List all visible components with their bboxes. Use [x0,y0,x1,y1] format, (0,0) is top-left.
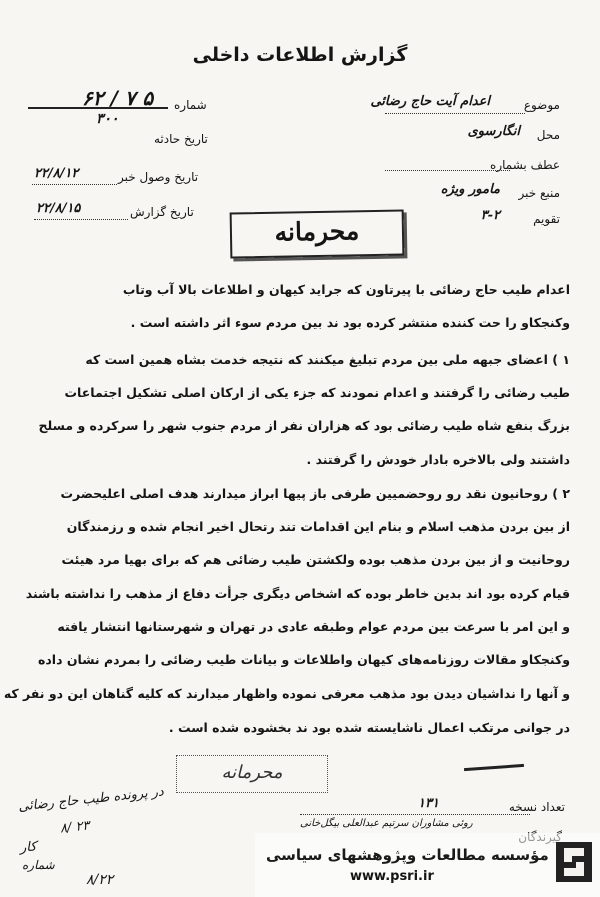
number-label: شماره [174,98,207,112]
body-line: ۱ ) اعضای جبهه ملی بین مردم تبلیغ میکنند که نتیجه خدمت بشاه همین است که [85,352,570,367]
signature-mark [464,764,524,771]
handwritten-number: ۸/۲۲ [86,872,114,888]
body-line: روحانیت و از بین بردن مذهب بوده ولکشتن طیب رضائی هم که برای بهیا مرد هیئت [61,552,570,567]
confidential-stamp [230,209,405,258]
signature-stamp [176,755,328,793]
location-value: انگارسوی [467,124,520,139]
copies-label: تعداد نسخه [508,800,565,814]
handwritten-note: در پرونده طیب حاج رضائی [17,784,165,815]
incident-date-label: تاریخ حادثه [154,132,208,146]
body-line: طیب رضائی را گرفتند و اعدام نمودند که جزء یکی از ارکان اصلی تشکیل اجتماعات [64,385,570,400]
news-received-label: تاریخ وصول خبر [118,170,199,184]
body-line: اعدام طیب حاج رضائی با پیرتاون که جراید کیهان و اطلاعات بالا آب وتاب [122,282,570,297]
report-date-label: تاریخ گزارش [130,205,194,219]
report-title: گزارش اطلاعات داخلی [192,44,408,66]
body-line: و آنها را نداشیان دیدن بود مذهب معرفی نموده واظهار میدارند که کلیه گناهان این دو نفر که [3,686,570,701]
report-date-value: ۲۲/۸/۱۵ [36,201,81,216]
signature-stamp-text: محرمانه [221,762,283,783]
number-value: ۶۲ / ۷ ۵ [82,86,154,110]
confidential-stamp-text: محرمانه [274,216,360,247]
handwritten-label: شماره [22,858,55,872]
handwritten-date: ۸/ ۲۳ [59,818,91,837]
subject-label: موضوع [523,98,560,112]
body-line: داشتند ولی بالاخره بادار خودش را گرفتند . [306,452,570,467]
body-line: ۲ ) روحانیون نقد رو روحضمیین طرفی باز پیها ابراز میدارند هدف اصلی اعلیحضرت [60,486,570,501]
recipients-note: روئی مشاوران سرتیم عبدالعلی بیگل‌خانی [300,818,473,829]
body-line: در جوانی مرتکب اعمال ناشایسته شده بود ند بخشوده شده است . [168,720,570,735]
subject-value: اعدام آیت حاج رضائی [370,94,490,109]
body-line: قیام کرده بود اند بدین خاطر بوده که اشخاص دیگری جرأت دفاع از مذهب را نداشته باشند [25,586,570,601]
handwritten-word: کار [19,839,37,856]
copies-value: ۱۳۱ [418,796,439,811]
location-label: محل [536,128,560,142]
source-label: منبع خبر [518,186,560,200]
body-line: بزرگ بنفع شاه طیب رضائی بود که هزاران نفر از مردم جنوب شهر را سرکرده و مسلح [38,418,570,433]
watermark-text: مؤسسه مطالعات وپژوهشهای سیاسی [266,846,549,864]
watermark-url: www.psri.ir [350,869,434,884]
body-line: از بین بردن مذهب اسلام و بنام این اقدامات تند رتحال اخیر انجام شده و رزمندگان [66,519,570,534]
source-value: مامور ویژه [440,182,500,197]
number-sub: ۳۰۰ [96,111,119,127]
body-line: وکنجکاو مقالات روزنامه‌های کیهان واطلاعات و بیانات طیب رضائی را بمردم نشان داده [38,652,570,667]
body-line: وکنجکاو را حت کننده منتشر کرده بود ند بین مردم سوء اثر داشته است . [130,315,570,330]
reference-label: عطف بشماره [490,158,560,172]
institute-logo-icon [556,842,592,882]
watermark-band [255,833,600,897]
rating-label: تقویم [533,212,560,226]
rating-value: ۳-۲ [480,208,500,223]
news-received-value: ۲۲/۸/۱۲ [34,166,79,181]
body-line: و این امر با سرعت بین مردم عوام وطبقه عادی در تهران و شهرستانها انتشار یافته [57,619,570,634]
